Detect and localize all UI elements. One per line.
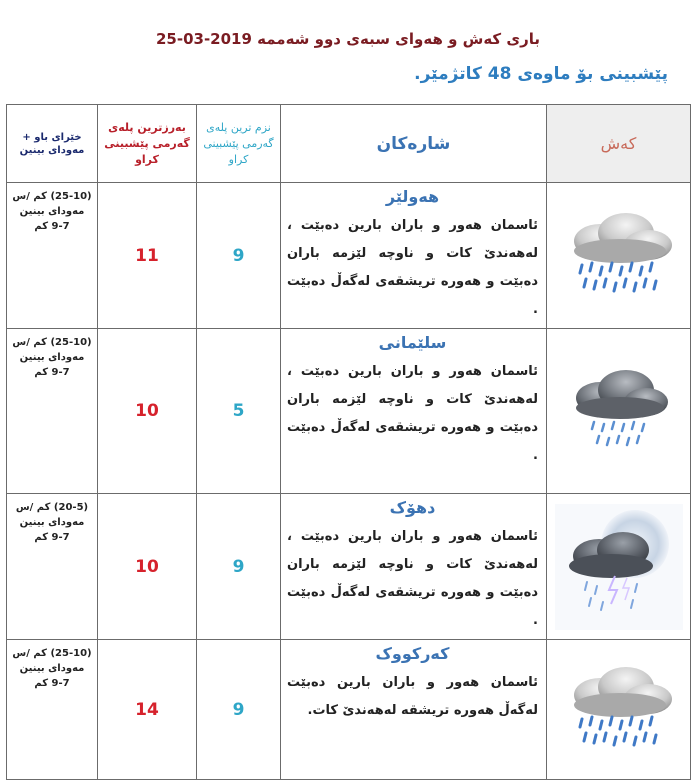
min-temp: 9: [197, 640, 281, 780]
weather-icon-cell: [547, 183, 691, 329]
max-temp: 10: [98, 329, 197, 494]
visibility-value: 9-7 کم: [34, 678, 70, 689]
header-wind-visibility: خێرای باو + مەودای بینین: [7, 105, 98, 183]
header-min-temp: نزم ترین پلەی گەرمی پێشبینی کراو: [197, 105, 281, 183]
forecast-description: ئاسمان هەور و باران بارین دەبێت ، لەهەندێ کات و ناوچە لێزمە باران دەبێت و هەورە تریشقەی لەگەڵ دەبێت .: [287, 364, 538, 463]
city-name: دهۆک: [389, 498, 436, 517]
forecast-description: ئاسمان هەور و باران بارین دەبێت لەگەڵ هەورە تریشقە لەهەندێ کات.: [287, 675, 538, 718]
visibility-value: 9-7 کم: [34, 532, 70, 543]
city-name: سلێمانی: [378, 333, 447, 352]
max-temp: 11: [98, 183, 197, 329]
wind-visibility-cell: [7, 494, 98, 640]
min-temp: 5: [197, 329, 281, 494]
weather-icon-cell: [547, 640, 691, 780]
table-row: [7, 329, 691, 494]
visibility-value: 9-7 کم: [34, 221, 70, 232]
wind-speed: (20-5) کم /س: [15, 502, 89, 513]
wind-visibility-cell: [7, 329, 98, 494]
min-temp: 9: [197, 183, 281, 329]
visibility-label: مەودای بینین: [19, 663, 85, 674]
page-subtitle: پێشبینی بۆ ماوەی 48 کاتژمێر.: [414, 64, 668, 84]
rain-cloud-icon: [547, 665, 690, 755]
wind-visibility-cell: [7, 640, 98, 780]
visibility-value: 9-7 کم: [34, 367, 70, 378]
wind-speed: (25-10) کم /س: [12, 648, 92, 659]
header-max-temp: بەرزترین پلەی گەرمی پێشبینی کراو: [98, 105, 197, 183]
weather-icon-cell: [547, 494, 691, 640]
city-forecast-cell: [281, 494, 547, 640]
table-row: [7, 640, 691, 780]
forecast-description: ئاسمان هەور و باران بارین دەبێت ، لەهەندێ کات و ناوچە لێزمە باران دەبێت و هەورە تریشقەی لەگەڵ دەبێت .: [287, 529, 538, 628]
city-forecast-cell: [281, 329, 547, 494]
city-name: کەرکووک: [375, 644, 450, 663]
table-header-row: [7, 105, 691, 183]
wind-visibility-cell: [7, 183, 98, 329]
city-forecast-cell: [281, 183, 547, 329]
thunderstorm-icon: [547, 504, 690, 630]
wind-speed: (25-10) کم /س: [12, 191, 92, 202]
visibility-label: مەودای بینین: [19, 206, 85, 217]
forecast-description: ئاسمان هەور و باران بارین دەبێت ، لەهەندێ کات و ناوچە لێزمە باران دەبێت و هەورە تریشقەی لەگەڵ دەبێت .: [287, 218, 538, 317]
header-cities: شارەکان: [281, 105, 547, 183]
dark-rain-cloud-icon: [547, 366, 690, 456]
forecast-table: [6, 104, 691, 780]
header-weather: کەش: [547, 105, 691, 183]
min-temp: 9: [197, 494, 281, 640]
city-forecast-cell: [281, 640, 547, 780]
max-temp: 10: [98, 494, 197, 640]
rain-cloud-icon: [547, 211, 690, 301]
wind-speed: (25-10) کم /س: [12, 337, 92, 348]
table-row: [7, 494, 691, 640]
page-title: باری کەش و هەوای سبەی دوو شەممە 2019-03-25: [155, 30, 541, 48]
visibility-label: مەودای بینین: [19, 352, 85, 363]
max-temp: 14: [98, 640, 197, 780]
visibility-label: مەودای بینین: [19, 517, 85, 528]
city-name: هەولێر: [385, 187, 440, 206]
weather-icon-cell: [547, 329, 691, 494]
table-row: [7, 183, 691, 329]
